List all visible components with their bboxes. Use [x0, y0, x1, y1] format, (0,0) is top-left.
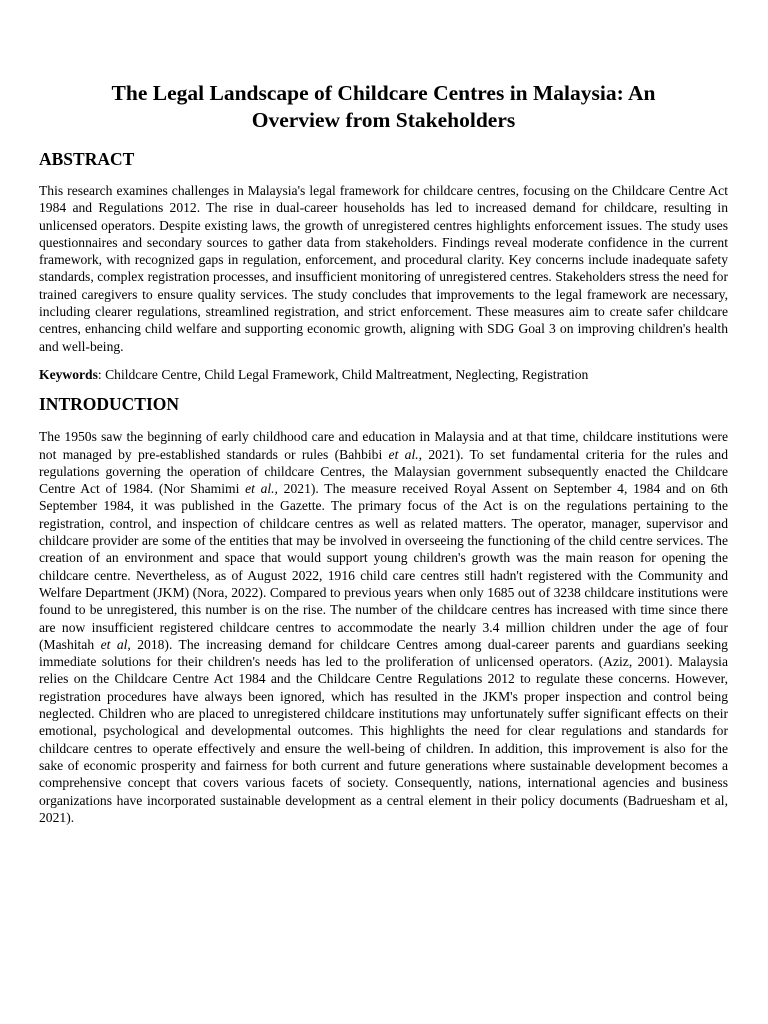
- paper-title: The Legal Landscape of Childcare Centres in Malaysia: An Overview from Stakeholders: [111, 81, 656, 132]
- abstract-text: This research examines challenges in Malaysia's legal framework for childcare centres, focusing on the Childcare Centre Act 1984 and Regulations 2012. The rise in dual-career households has led to increased demand for childcare, resulting in unlicensed operators. Despite existing laws, the growth of unregistered centres highlights enforcement issues. The study uses questionnaires and secondary sources to gather data from stakeholders. Findings reveal moderate confidence in the current framework, with recognized gaps in regulation, enforcement, and procedural clarity. Key concerns include inadequate safety standards, complex registration processes, and insufficient monitoring of unregistered centres. Stakeholders stress the need for trained caregivers to ensure quality services. The study concludes that improvements to the legal framework are necessary, including clearer regulations, streamlined registration, and strict enforcement. These measures aim to create safer childcare centres, enhancing child welfare and supporting economic growth, aligning with SDG Goal 3 on improving children's health and well-being.: [39, 183, 728, 354]
- abstract-heading: ABSTRACT: [39, 149, 135, 169]
- intro-citation-etal: et al: [100, 636, 128, 652]
- keywords-text: : Childcare Centre, Child Legal Framework, Child Maltreatment, Neglecting, Registration: [97, 366, 589, 382]
- intro-part: , 2021). To set fundamental criteria for the rules and regulations governing the operation of childcare Centres, the Malaysian government subsequently enacted the Childcare Centre Act of 1984. (Nor Shamimi: [39, 446, 728, 497]
- keywords-label: Keywords: [39, 366, 98, 382]
- introduction-text: [39, 428, 728, 826]
- keywords-line: [39, 366, 728, 383]
- intro-citation-etal: et al.: [388, 446, 419, 462]
- intro-part: The 1950s saw the beginning of early childhood care and education in Malaysia and at that time, childcare institutions were not managed by pre-established standards or rules (Bahbibi: [39, 429, 728, 462]
- intro-part: 2021). The measure received Royal Assent on September 4, 1984 and on 6th September 1984, it was published in the Gazette. The primary focus of the Act is on the regulations pertaining to the registration, control, and inspection of childcare centres as well as related matters. The operator, manager, supervisor and childcare provider are some of the entities that may be involved in overseeing the functioning of the child centre services. The creation of an environment and space that would support young children's growth was the main reason for opening the childcare centre. Nevertheless, as of August 2022, 1916 child care centres still hadn't registered with the Community and Welfare Department (JKM) (Nora, 2022). Compared to previous years when only 1685 out of 3238 childcare institutions were found to be unregistered, this number is on the rise. The number of the childcare centres has increased with time since there are now insufficient registered childcare centres to accommodate the nearly 3.4 million children under the age of four (Mashitah: [39, 481, 728, 652]
- introduction-heading: INTRODUCTION: [39, 394, 180, 415]
- intro-citation-etal: et al.,: [245, 481, 278, 497]
- intro-part: , 2018). The increasing demand for childcare Centres among dual-career parents and guardians seeking immediate solutions for their children's needs has led to the proliferation of unlicensed operators. (Aziz, 2001). Malaysia relies on the Childcare Centre Act 1984 and the Childcare Centre Regulations 2012 to regulate these concerns. However, registration procedures have always been ignored, which has resulted in the JKM's proper inspection and control being neglected. Children who are placed to unregistered childcare institutions may unfortunately suffer significant effects on their emotional, psychological and developmental outcomes. This highlights the need for clear regulations and standards for childcare centres to operate effectively and ensure the well-being of children. In addition, this improvement is also for the sake of economic prosperity and fairness for both current and future generations where sustainable development becomes a comprehensive concept that covers various facets of society. Consequently, nations, international agencies and business organizations have incorporated sustainable development as a central element in their policy documents (Badruesham et al, 2021).: [39, 636, 728, 825]
